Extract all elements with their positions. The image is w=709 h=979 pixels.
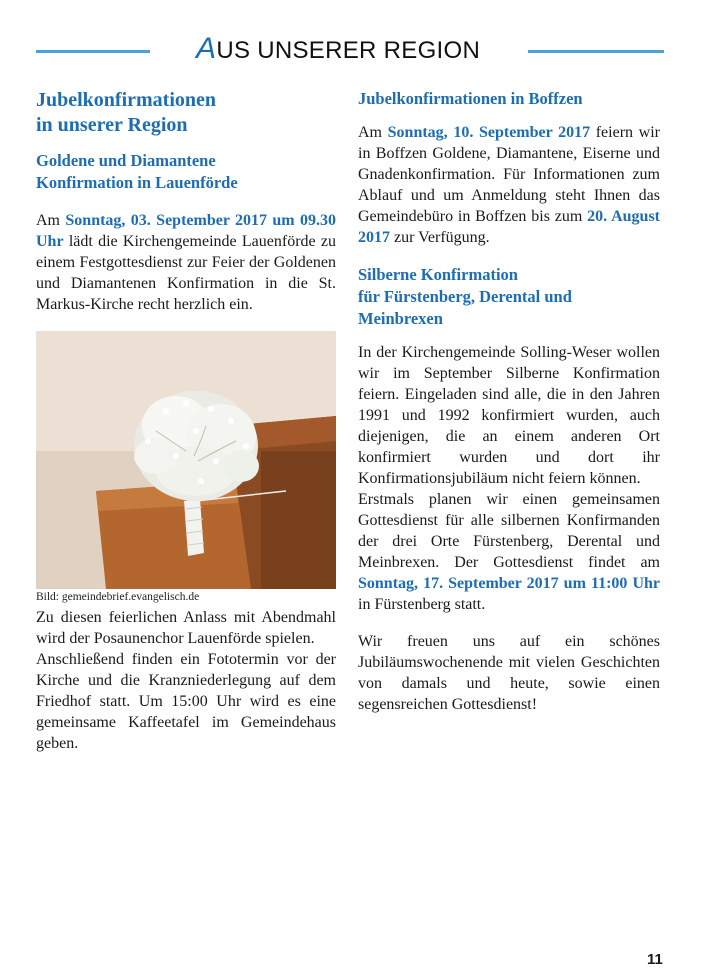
page-number: 11 [647,951,663,968]
left-column [36,88,336,754]
bouquet-photo [36,331,336,589]
lauenfoerde-heading-line2: Konfirmation in Lauenförde [36,173,238,192]
boffzen-heading: Jubelkonfirmationen in Boffzen [358,89,583,108]
silver-paragraph-1: In der Kirchengemeinde Solling-Weser wollen wir im September Silberne Konfirmation feiern. Eingeladen sind alle, die in den Jahren 1991 und 1992 konfirmiert wurden, auch diejenigen, die an einem anderen Ort konfirmiert wurden und dort ihr Konfirmationsjubiläum nicht feiern können. [358,344,660,487]
silver-paragraph-2: Erstmals planen wir einen gemeinsamen Gottesdienst für alle silbernen Konfirmanden der drei Orte Fürstenberg, Derental und Meinbrexen. Der Gottesdienst findet am Sonntag, 17. September 2017 um 11:00 Uhr in Fürstenberg statt. [358,491,660,613]
lauenfoerde-paragraph-2: Zu diesen feierlichen Anlass mit Abendmahl wird der Posaunenchor Lauenförde spielen. [36,609,336,647]
silver-confirmation-heading [358,264,660,330]
header-rule-left [36,50,150,53]
silver-heading-line1: Silberne Konfirmation [358,265,518,284]
silver-heading-line2: für Fürstenberg, Derental und Meinbrexen [358,287,572,328]
silver-date: Sonntag, 17. September 2017 um 11:00 Uhr [358,575,660,592]
header-rule-right [528,50,664,53]
lauenfoerde-heading [36,150,336,194]
page-section-title [196,32,480,66]
article-title-line2: in unserer Region [36,114,188,136]
closing-paragraph: Wir freuen uns auf ein schönes Jubiläumswochenende mit vielen Geschichten von damals und heute, sowie einen segensreichen Gottesdienst! [358,633,660,713]
article-title-line1: Jubelkonfirmationen [36,89,217,111]
boffzen-deadline: 20. August 2017 [358,208,660,246]
boffzen-paragraph: Am Sonntag, 10. September 2017 feiern wir in Boffzen Goldene, Diamantene, Eiserne und Gnadenkonfirmation. Für Informationen zum Ablauf und um Anmeldung steht Ihnen das Gemeindebüro in Boffzen bis zum 20. August 2017 zur Verfügung. [358,124,660,246]
section-title-rest: US UNSERER REGION [216,37,481,64]
lauenfoerde-date: Sonntag, 03. September 2017 um 09.30 Uhr [36,212,337,250]
right-column [358,88,660,715]
article-title [36,88,336,138]
lauenfoerde-heading-line1: Goldene und Diamantene [36,151,216,170]
lauenfoerde-paragraph-3: Anschließend finden ein Fototermin vor der Kirche und die Kranzniederlegung auf dem Friedhof statt. Um 15:00 Uhr wird es eine gemeinsame Kaffeetafel im Gemeindehaus geben. [36,651,336,752]
bouquet-illustration [36,331,336,589]
boffzen-date: Sonntag, 10. September 2017 [387,124,591,141]
photo-caption: Bild: gemeindebrief.evangelisch.de [36,591,200,603]
section-title-initial: A [196,32,217,65]
lauenfoerde-intro: Am Sonntag, 03. September 2017 um 09.30 Uhr lädt die Kirchengemeinde Lauenförde zu einem Festgottesdienst zur Feier der Goldenen und Diamantenen Konfirmation in die St. Markus-Kirche recht herzlich ein. [36,212,337,313]
